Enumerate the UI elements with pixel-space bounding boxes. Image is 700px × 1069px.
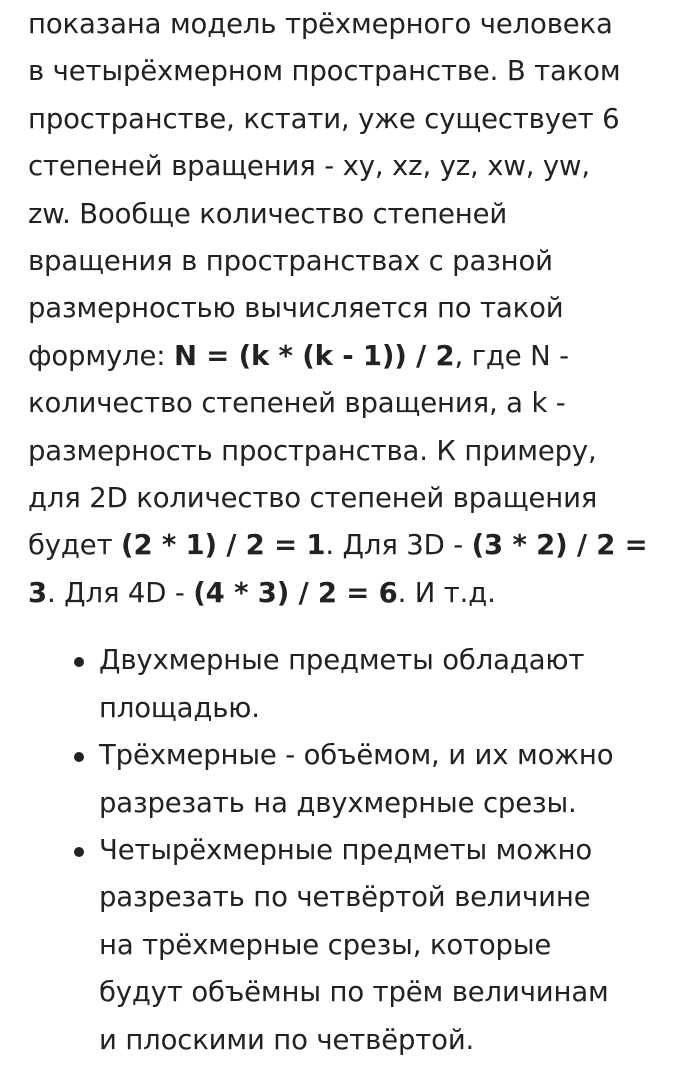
- list-item: [28, 637, 672, 732]
- text-line: показана модель трёхмерного человека: [28, 8, 613, 40]
- text-line: размерность пространства. К примеру,: [28, 434, 597, 467]
- text-line: zw. Вообще количество степеней: [28, 197, 508, 230]
- text-line: будут объёмны по трём величинам: [99, 976, 609, 1009]
- bullet-icon: [74, 847, 84, 857]
- text-fragment: . И т.д.: [397, 576, 496, 609]
- text-line: площадью.: [99, 691, 260, 724]
- text-fragment: будет: [28, 529, 122, 562]
- text-line: [28, 570, 672, 617]
- text-fragment: , где N -: [454, 339, 569, 372]
- text-line: Трёхмерные - объёмом, и их можно: [99, 739, 614, 772]
- formula-bold: 3: [28, 576, 47, 609]
- text-line: пространстве, кстати, уже существует 6: [28, 102, 620, 135]
- text-line: [28, 333, 672, 380]
- list-item: [28, 827, 672, 1064]
- bullet-icon: [74, 752, 84, 762]
- text-line: и плоскими по четвёртой.: [99, 1023, 475, 1056]
- text-line: [28, 522, 672, 569]
- text-line: размерностью вычисляется по такой: [28, 292, 564, 325]
- text-line: степеней вращения - xy, xz, yz, xw, yw,: [28, 150, 590, 183]
- text-line: разрезать по четвёртой величине: [99, 881, 591, 914]
- text-line: на трёхмерные срезы, которые: [99, 928, 552, 961]
- text-line: Двухмерные предметы обладают: [99, 644, 585, 677]
- text-fragment: формуле:: [28, 339, 174, 372]
- formula-bold: (2 * 1) / 2 = 1: [121, 529, 326, 562]
- dimensions-bullet-list: [28, 637, 672, 1064]
- text-line: для 2D количество степеней вращения: [28, 482, 598, 515]
- formula-bold: N = (k * (k - 1)) / 2: [173, 339, 455, 372]
- text-line: количество степеней вращения, а k -: [28, 387, 566, 420]
- text-fragment: . Для 4D -: [47, 576, 194, 609]
- rotation-degrees-paragraph: [28, 0, 672, 617]
- text-line: вращения в пространствах с разной: [28, 245, 553, 278]
- text-line: Четырёхмерные предметы можно: [99, 833, 593, 866]
- formula-bold: (4 * 3) / 2 = 6: [193, 576, 398, 609]
- bullet-icon: [74, 657, 84, 667]
- list-item: [28, 732, 672, 827]
- formula-bold: (3 * 2) / 2 =: [471, 529, 648, 562]
- text-line: разрезать на двухмерные срезы.: [99, 786, 577, 819]
- text-line: в четырёхмерном пространстве. В таком: [28, 55, 621, 88]
- text-fragment: . Для 3D -: [325, 529, 472, 562]
